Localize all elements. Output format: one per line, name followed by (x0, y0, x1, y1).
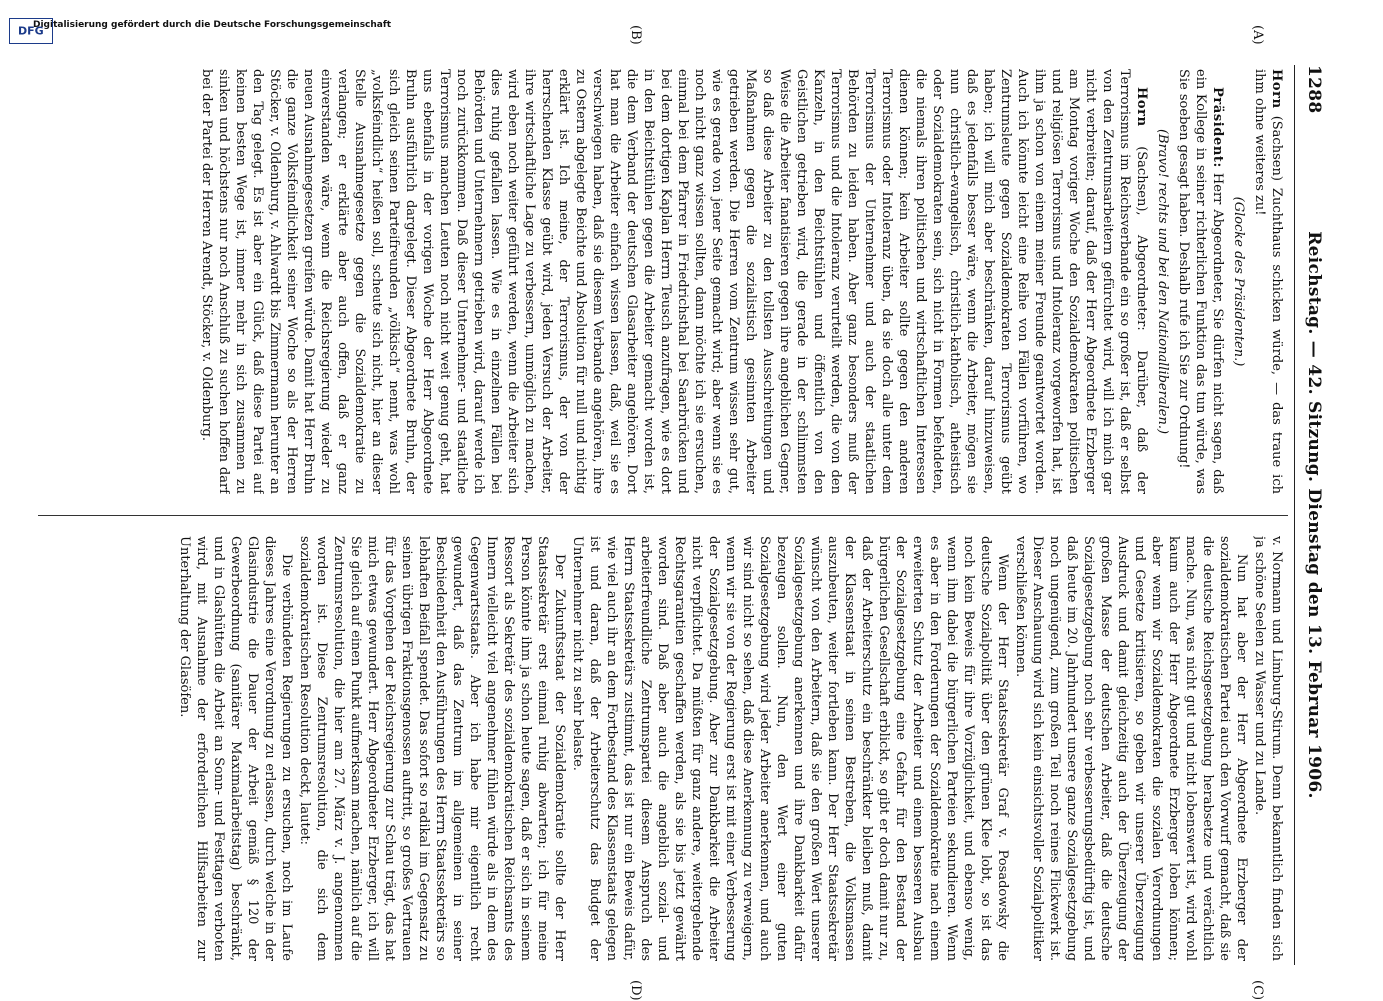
left-column (55, 69, 1285, 494)
speech-text: (Sachsen) Zuchthaus schicken würde, — das traue ich ihm ohne weiteres zu! (1252, 69, 1284, 494)
speech-paragraph: Nun hat aber der Herr Abgeordnete Erzberger der sozialdemokratischen Partei auch den Vorwurf gemacht, daß sie die deutsche Reichsgesetzgebung herabsetze und verächtlich mache. Nun, was nicht gut und nicht lobenswert ist, wird wohl kaum auch der Herr Abgeordnete Erzberger loben können; aber wenn wir Sozialdemokraten die sozialen Verordnungen und Gesetze kritisieren, so geben wir unserer Überzeugung Ausdruck und damit gleichzeitig auch der Überzeugung der großen Masse der deutschen Arbeiter, daß die deutsche Sozialgesetzgebung noch sehr verbesserungsbedürftig ist, und daß heute im 20. Jahrhundert unsere ganze Sozialgesetzgebung noch ungenügend, zum großen Teil noch reines Flickwerk ist. Dieser Anschauung wird sich kein einsichtsvoller Sozialpolitiker verschließen können. (1013, 536, 1249, 961)
quoted-resolution: Die verbündeten Regierungen zu ersuchen, noch im Laufe dieses Jahres eine Verordnung zu erlassen, durch welche in der Glasindustrie die Dauer der Arbeit gemäß § 120 der Gewerbeordnung (sanitärer Maximalarbeitstag) beschränkt, und in Glashütten die Arbeit an Sonn- und Festtagen verboten wird, mit Ausnahme der erforderlichen Hilfsarbeiten zur Unterhaltung der Glasöfen. (177, 536, 294, 961)
margin-marker-b: (B) (628, 25, 643, 45)
speech-paragraph (1251, 69, 1285, 494)
digitization-sidebar (0, 0, 1383, 60)
digitization-note: Digitalisierung gefördert durch die Deutsche Forschungsgemeinschaft (33, 20, 392, 30)
page-number: 1288 (1304, 65, 1324, 114)
speaker-name: Horn (1134, 87, 1149, 127)
header-title: Reichstag. — 42. Sitzung. Dienstag den 13. Februar 1906. (1304, 231, 1324, 799)
speaker-name: Präsident: (1210, 87, 1225, 168)
page-header (1298, 65, 1328, 965)
speech-paragraph: v. Normann und Limburg-Stirum. Denn bekanntlich finden sich ja schöne Seelen zu Wasser und zu Lande. (1252, 536, 1284, 961)
speech-text: (Sachsen), Abgeordneter: Darüber, daß der Terrorismus im Reichsverbande ein so großer ist, daß er selbst von den Zentrumsarbeitern gefürchtet wird, will ich mich gar nicht verbreiten; darauf, daß der Herr Abgeordnete Erzberger am Montag voriger Woche den Sozialdemokraten politischen und religiösen Terrorismus und Intoleranz vorgeworfen hat, ist ihm ja schon von einem meiner Freunde geantwortet worden. Auch ich könnte leicht eine Reihe von Fällen vorführen, wo Zentrumsleute gegen Sozialdemokraten Terrorismus geübt haben; ich will mich aber beschränken, darauf hinzuweisen, daß es jedenfalls besser wäre, wenn die Arbeiter, mögen sie nun christlich-evangelisch, christlich-katholisch, atheistisch oder Sozialdemokraten sein, sich nicht in Formen befehdeten, die niemals ihren politischen und wirtschaftlichen Interessen dienen können; kein Arbeiter sollte gegen den anderen Terrorismus oder Intoleranz üben, da sie doch alle unter dem Terrorismus der Unternehmer und auch der staatlichen Behörden zu leiden haben. Aber ganz besonders muß der Terrorismus und die Intoleranz verurteilt werden, die von den Kanzeln, in den Beichtstühlen und öffentlich von den Geistlichen getrieben wird, die gerade in der schlimmsten Weise die Arbeiter fanatisieren gegen ihre angeblichen Gegner, so daß diese Arbeiter zu den tollsten Ausschreitungen und Maßnahmen gegen die sozialistisch gesinnten Arbeiter getrieben werden. Die Herren vom Zentrum wissen sehr gut, wie es gerade von jener Seite gemacht wird; aber wenn sie es noch nicht ganz wissen sollten, dann möchte ich sie ersuchen, einmal bei dem Pfarrer in Friedrichsthal bei Saarbrücken und bei dem dortigen Kaplan Herrn Teusch anzufragen, wie es dort in den Beichtstühlen gegen die Arbeiter gemacht worden ist, die dem Verband der deutschen Glasarbeiter angehören. Dort hat man die Arbeiter einfach wissen lassen, daß, weil sie es verschwiegen haben, daß sie diesem Verbande angehören, ihre zu Ostern abgelegte Beichte und Absolution für null und nichtig erklärt ist. Ich meine, der Terrorismus, der von der herrschenden Klasse geübt wird, jeden Versuch der Arbeiter, ihre wirtschaftliche Lage zu verbessern, unmöglich zu machen, wird eben noch weiter geführt werden, wenn die Arbeiter sich dies ruhig gefallen lassen. Wie es in einzelnen Fällen bei Behörden und Unternehmern getrieben wird, darauf werde ich noch zurückkommen. Daß dieser Unternehmer- und staatliche Terrorismus manchen Leuten noch nicht weit genug geht, hat uns ebenfalls in der vorigen Woche der Herr Abgeordnete Bruhn ausführlich dargelegt. Dieser Abgeordnete Bruhn, der sich gleich seinen Parteifreunden „völkisch“ nennt, was wohl „volksfeindlich“ heißen soll, scheute sich nicht, hier an dieser Stelle Ausnahmegesetze gegen die Sozialdemokratie zu verlangen; er erklärte aber auch offen, daß er ganz einverstanden wäre, wenn die Reichsregierung wieder zu neuen Ausnahmegesetzen greifen würde. Damit hat Herr Bruhn die ganze Volksfeindlichkeit seiner Woche so als der Herren Stöcker, v. Oldenburg, v. Ahlwardt bis Zimmermann herunter an den Tag gelegt. Es ist aber ein Glück, daß diese Partei auf keinen besten Wege ist, immer mehr in sich zusammen zu sinken und höchstens nur noch Anschluß zu suchen hoffen darf bei der Partei der Herren Arendt, Stöcker, v. Oldenburg. (199, 69, 1149, 494)
margin-marker-d: (D) (628, 980, 643, 1001)
speech-paragraph (198, 69, 1150, 494)
column-divider (38, 515, 1288, 516)
speech-paragraph: Wenn der Herr Staatssekretär Graf v. Posadowsky die deutsche Sozialpolitik über den grünen Klee lobt, so ist das noch kein Beweis für ihre Vorzüglichkeit, und ebenso wenig, wenn ihm dabei die bürgerlichen Parteien sekundieren. Wenn es aber in den Forderungen der Sozialdemokratie nach einem erweiterten Schutz der Arbeiter und einem besseren Ausbau der Sozialgesetzgebung eine Gefahr für den Bestand der bürgerlichen Gesellschaft erblickt, so gibt er doch damit nur zu, daß der Arbeiterschutz ein beschränkter bleiben muß, damit der Klassenstaat in seinen Bestreben, die Volksmassen auszubeuten, weiter fortleben kann. Der Herr Staatssekretär wünscht von den Arbeitern, daß sie den großen Wert unserer Sozialgesetzgebung anerkennen und ihre Dankbarkeit dafür bezeugen sollen. Nun, den Wert einer guten Sozialgesetzgebung wird jeder Arbeiter anerkennen, und auch wir sind nicht so sehen, daß diese Anerkennung zu verweigern, wenn wir sie von der Regierung erst ist mit einer Verbesserung der Sozialgesetzgebung. Aber zur Dankbarkeit die Arbeiter nicht verpflichtet. Da müßten für ganz andere, weitergehende Rechtsgarantien geschaffen werden, als sie bis jetzt gewährt worden sind. Daß aber auch die angeblich sozial- und arbeiterfreundliche Zentrumspartei diesem Anspruch des Herrn Staatssekretärs zustimmt, das ist nur ein Beweis dafür, wie viel auch ihr an dem Fortbestand des Klassenstaats gelegen ist und daran, daß der Arbeiterschutz das Budget der Unternehmer nicht zu sehr belaste. (570, 536, 1010, 961)
stage-direction: (Bravo! rechts und bei den Nationalliberalen.) (1155, 128, 1170, 435)
speech-paragraph (1175, 69, 1226, 494)
margin-marker-a: (A) (1250, 25, 1265, 45)
margin-marker-c: (C) (1250, 980, 1265, 1001)
speech-text: Herr Abgeordneter, Sie dürfen nicht sagen, daß ein Kollege in seiner richterlichen Funktion das tun würde, was Sie soeben gesagt haben. Deshalb rufe ich Sie zur Ordnung! (1176, 69, 1225, 494)
stage-direction: (Glocke des Präsidenten.) (1231, 196, 1246, 367)
speaker-name: Horn (1269, 69, 1284, 109)
right-column (55, 536, 1285, 961)
dfg-logo: DFG (9, 18, 53, 44)
header-rule (1294, 65, 1295, 965)
speech-paragraph: Der Zukunftsstaat der Sozialdemokratie sollte der Herr Staatssekretär erst einmal ruhig abwarten; ich für meine Person könnte ihm ja schon heute sagen, daß er sich in seinem Ressort als Sekretär des sozialdemokratischen Reichsamts des Innern vielleicht viel angenehmer fühlen würde als in dem des Gegenwartsstaats. Aber ich habe mir eigentlich recht gewundert, daß das Zentrum im allgemeinen in seiner Beschiedenheit den Ausführungen des Herrn Staatssekretärs so lebhaften Beifall spendet. Das sofort so radikal im Gegensatz zu seinen übrigen Fraktionsgenossen auftritt, so großes Vertrauen für das Vorgehen der Reichsregierung zur Schau trägt, das hat mich etwas gewundert. Herr Abgeordneter Erzberger, ich will Sie gleich auf einen Punkt aufmerksam machen, nämlich auf die Zentrumsresolution, die hier am 27. März v. J. angenommen worden ist. Diese Zentrumsresolution, die sich dem sozialdemokratischen Resolution deckt, lautet: (297, 536, 567, 961)
